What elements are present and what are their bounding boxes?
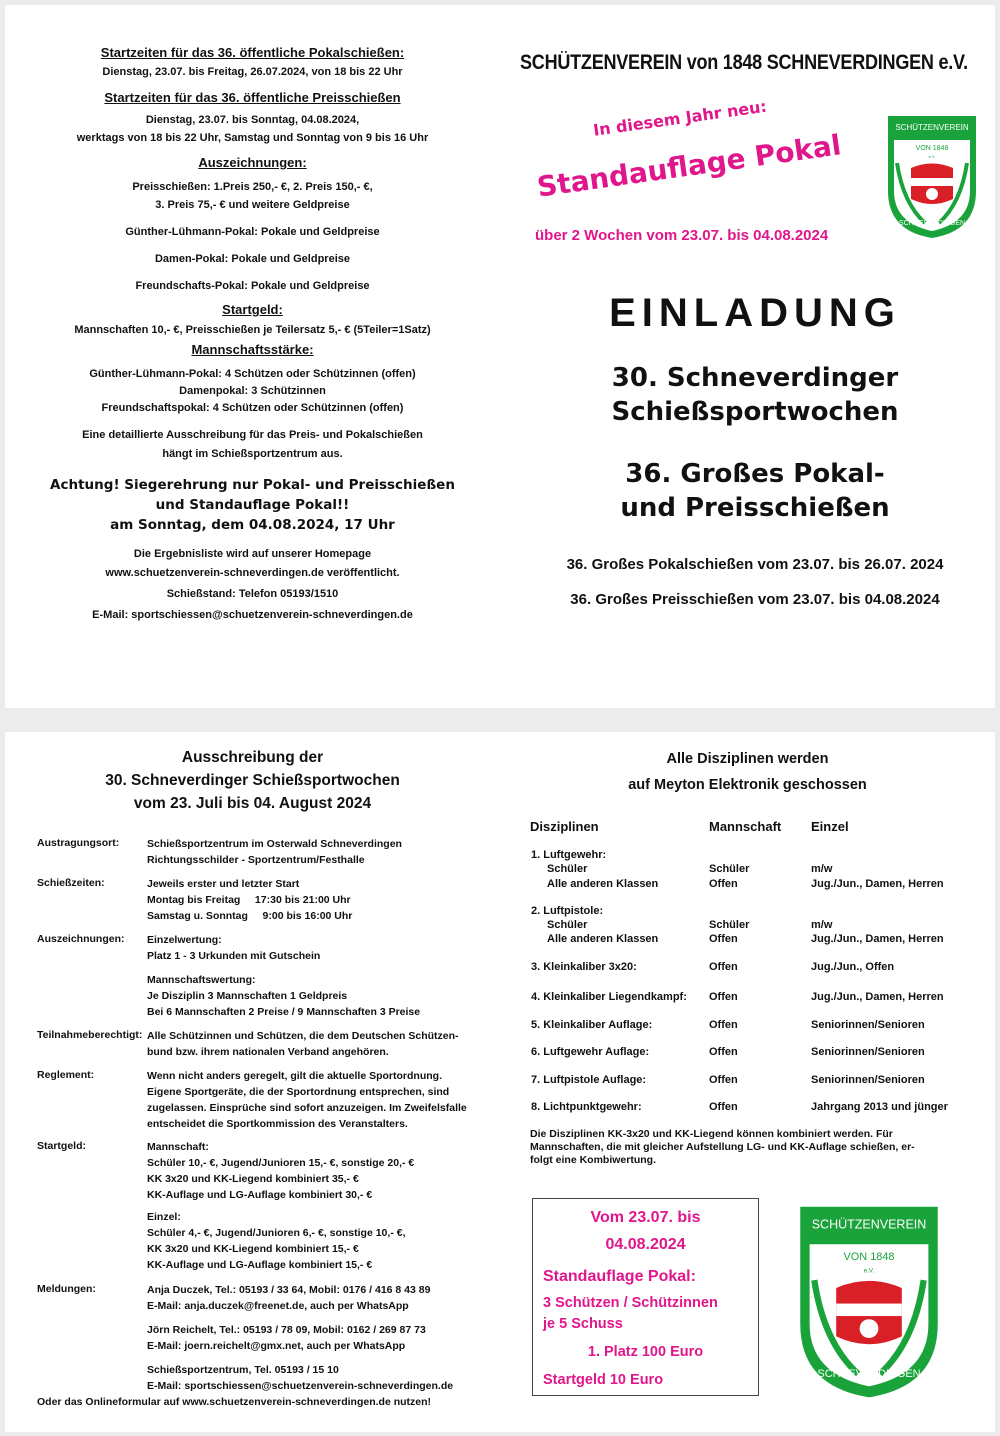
startgeld-heading: Startgeld: [222,302,283,317]
rules-line: Eigene Sportgeräte, die der Sportordnung entsprechen, sind [147,1086,450,1098]
contact-email: E-Mail: sportschiessen@schuetzenverein-schneverdingen.de [92,609,413,621]
box-line: Vom 23.07. bis [590,1209,701,1226]
info-line: Eine detaillierte Ausschreibung für das Preis- und Pokalschießen [82,429,423,441]
award-line: Freundschafts-Pokal: Pokale und Geldpreise [135,280,370,292]
discipline-team: Offen [709,878,738,890]
preis-start-line2: werktags von 18 bis 22 Uhr, Samstag und Sonntag von 9 bis 16 Uhr [76,132,429,144]
startgeld-text: Mannschaften 10,- €, Preisschießen je Teilersatz 5,- € (5Teiler=1Satz) [74,324,431,336]
eligible-line: bund bzw. ihrem nationalen Verband angehören. [147,1046,389,1058]
results-line: Die Ergebnisliste wird auf unserer Homepage [133,548,372,560]
team-size-line: Damenpokal: 3 Schützinnen [179,385,326,397]
logo-ev-text: e.V. [928,154,936,159]
box-line: Standauflage Pokal: [543,1268,696,1285]
registration-line: Jörn Reichelt, Tel.: 05193 / 78 09, Mobil: 0162 / 269 87 73 [147,1324,426,1336]
standauflage-title: Standauflage Pokal [535,128,844,204]
box-line: 04.08.2024 [605,1236,686,1253]
fees-line: Schüler 4,- €, Jugend/Junioren 6,- €, sonstige 10,- €, [147,1227,406,1239]
times-line: Montag bis Freitag 17:30 bis 21:00 Uhr [147,894,351,906]
label-registration: Meldungen: [37,1283,96,1295]
value-awards [147,932,420,1020]
note-line: Die Disziplinen KK-3x20 und KK-Liegend können kombiniert werden. Für [530,1128,893,1140]
range-phone: Schießstand: Telefon 05193/1510 [166,588,339,600]
box-line: 3 Schützen / Schützinnen [543,1295,718,1311]
left-column [5,45,500,621]
tender-title [5,749,500,813]
meyton-line2: auf Meyton Elektronik geschossen [628,777,867,793]
venue-line: Richtungsschilder - Sportzentrum/Festhalle [147,854,365,866]
standauflage-box [532,1198,759,1396]
team-size-line: Freundschaftspokal: 4 Schützen oder Schützinnen (offen) [101,402,404,414]
value-eligible [147,1028,459,1060]
award-line: Günther-Lühmann-Pokal: Pokale und Geldpreise [125,226,380,238]
registration-line: E-Mail: joern.reichelt@gmx.net, auch per WhatsApp [147,1340,406,1352]
discipline-team: Schüler [709,863,750,875]
awards-line: Mannschaftswertung: [147,974,256,986]
fees-line: KK-Auflage und LG-Auflage kombiniert 15,- € [147,1259,373,1271]
discipline-name: 4. Kleinkaliber Liegendkampf: [531,991,687,1003]
team-size-line: Günther-Lühmann-Pokal: 4 Schützen oder Schützinnen (offen) [89,368,416,380]
discipline-name: Alle anderen Klassen [547,878,659,890]
attention-line: am Sonntag, dem 04.08.2024, 17 Uhr [110,517,395,533]
label-eligible: Teilnahmeberechtigt: [37,1029,143,1041]
invitation-page-1 [5,5,995,708]
registration-line: E-Mail: anja.duczek@freenet.de, auch per WhatsApp [147,1300,409,1312]
invitation-title: EINLADUNG [609,291,901,335]
label-times: Schießzeiten: [37,877,105,889]
info-line: hängt im Schießsportzentrum aus. [162,448,343,460]
discipline-single: m/w [811,919,833,931]
discipline-name: 2. Luftpistole: [531,905,604,917]
rules-line: entscheidet die Sportkommission des Veranstalters. [147,1118,408,1130]
standauflage-dates: über 2 Wochen vom 23.07. bis 04.08.2024 [535,227,829,244]
col-team: Mannschaft [709,819,782,834]
discipline-single: Jahrgang 2013 und jünger [811,1101,948,1113]
event-title-line4: und Preisschießen [620,493,890,523]
preis-start-line1: Dienstag, 23.07. bis Sonntag, 04.08.2024, [145,114,360,126]
team-size-heading: Mannschaftsstärke: [191,342,314,357]
discipline-single: Jug./Jun., Damen, Herren [811,878,944,890]
club-logo-large [795,1202,943,1402]
fees-line: Mannschaft: [147,1141,209,1153]
discipline-single: Jug./Jun., Damen, Herren [811,933,944,945]
award-line: 3. Preis 75,- € und weitere Geldpreise [155,199,350,211]
fees-line: KK 3x20 und KK-Liegend kombiniert 15,- € [147,1243,359,1255]
times-line: Jeweils erster und letzter Start [147,878,300,890]
pokal-start-heading: Startzeiten für das 36. öffentliche Pokalschießen: [100,45,405,60]
pokal-dates: 36. Großes Pokalschießen vom 23.07. bis 26.07. 2024 [566,556,944,573]
value-fees [147,1139,414,1273]
preis-start-heading: Startzeiten für das 36. öffentliche Preisschießen [104,90,401,105]
preis-dates: 36. Großes Preisschießen vom 23.07. bis 04.08.2024 [570,591,940,608]
event-title-line1: 30. Schneverdinger [611,363,899,393]
box-line: Startgeld 10 Euro [543,1372,664,1388]
awards-line: Platz 1 - 3 Urkunden mit Gutschein [147,950,321,962]
discipline-team: Offen [709,933,738,945]
discipline-team: Offen [709,1046,738,1058]
discipline-name: 1. Luftgewehr: [531,849,607,861]
discipline-name: 5. Kleinkaliber Auflage: [531,1019,653,1031]
discipline-single: Seniorinnen/Senioren [811,1019,925,1031]
discipline-team: Offen [709,991,738,1003]
club-name: SCHÜTZENVEREIN von 1848 SCHNEVERDINGEN e.V. [520,51,968,74]
discipline-single: Jug./Jun., Damen, Herren [811,991,944,1003]
col-disciplines: Disziplinen [530,819,599,834]
logo-year-text: VON 1848 [843,1250,895,1263]
tender-title-line: Ausschreibung der [181,749,324,766]
discipline-name: Schüler [547,863,588,875]
tender-title-line: 30. Schneverdinger Schießsportwochen [105,772,400,789]
discipline-single: Jug./Jun., Offen [811,961,895,973]
fees-line: Schüler 10,- €, Jugend/Junioren 15,- €, sonstige 20,- € [147,1157,415,1169]
rules-line: zugelassen. Einsprüche sind sofort anzuzeigen. Im Zweifelsfalle [147,1102,467,1114]
fees-line: KK-Auflage und LG-Auflage kombiniert 30,- € [147,1189,373,1201]
label-rules: Reglement: [37,1069,95,1081]
awards-line: Bei 6 Mannschaften 2 Preise / 9 Mannschaften 3 Preise [147,1006,421,1018]
discipline-name: 6. Luftgewehr Auflage: [531,1046,650,1058]
note-line: Mannschaften, die mit gleicher Aufstellung LG- und KK-Auflage schießen, er- [530,1141,915,1153]
label-venue: Austragungsort: [37,837,120,849]
discipline-single: Seniorinnen/Senioren [811,1074,925,1086]
discipline-single: Seniorinnen/Senioren [811,1046,925,1058]
logo-bottom-text: SCHNEVERDINGEN [898,220,966,227]
event-title-line3: 36. Großes Pokal- [625,459,885,489]
awards-heading: Auszeichnungen: [198,155,307,170]
box-line: je 5 Schuss [543,1316,623,1332]
box-line: 1. Platz 100 Euro [587,1344,704,1360]
meyton-line1: Alle Disziplinen werden [666,751,829,767]
discipline-name: 3. Kleinkaliber 3x20: [531,961,637,973]
discipline-team: Offen [709,961,738,973]
logo-top-text: SCHÜTZENVEREIN [811,1217,927,1232]
discipline-single: m/w [811,863,833,875]
registration-line: Schießsportzentrum, Tel. 05193 / 15 10 [147,1364,339,1376]
new-this-year: In diesem Jahr neu: [592,96,768,140]
attention-line: und Standauflage Pokal!! [155,497,350,513]
registration-line: Anja Duczek, Tel.: 05193 / 33 64, Mobil: 0176 / 416 8 43 89 [147,1284,431,1296]
discipline-team: Schüler [709,919,750,931]
logo-ev-text: e.V. [863,1267,875,1275]
value-rules [147,1068,467,1132]
value-venue [147,836,402,868]
fees-line: Einzel: [147,1211,181,1223]
award-line: Preisschießen: 1.Preis 250,- €, 2. Preis 150,- €, [132,181,373,193]
discipline-team: Offen [709,1019,738,1031]
value-times [147,876,352,924]
logo-bottom-text: SCHNEVERDINGEN [817,1368,921,1380]
attention-line: Achtung! Siegerehrung nur Pokal- und Preisschießen [50,477,455,493]
discipline-team: Offen [709,1074,738,1086]
event-title-line2: Schießsportwochen [611,397,899,427]
rules-line: Wenn nicht anders geregelt, gilt die aktuelle Sportordnung. [147,1070,443,1082]
awards-line: Je Disziplin 3 Mannschaften 1 Geldpreis [147,990,348,1002]
venue-line: Schießsportzentrum im Osterwald Schneverdingen [147,838,402,850]
awards-line: Einzelwertung: [147,934,222,946]
registration-line: E-Mail: sportschiessen@schuetzenverein-schneverdingen.de [147,1380,454,1392]
logo-year-text: VON 1848 [915,145,949,152]
online-form-note: Oder das Onlineformular auf www.schuetzenverein-schneverdingen.de nutzen! [37,1396,432,1408]
club-logo [885,113,979,241]
discipline-name: 7. Luftpistole Auflage: [531,1074,647,1086]
col-single: Einzel [811,819,849,834]
note-line: folgt eine Kombiwertung. [530,1154,656,1166]
invitation-page-2 [5,732,995,1432]
discipline-team: Offen [709,1101,738,1113]
logo-top-text: SCHÜTZENVEREIN [895,123,969,132]
results-line: www.schuetzenverein-schneverdingen.de veröffentlicht. [105,567,400,579]
eligible-line: Alle Schützinnen und Schützen, die dem Deutschen Schützen- [147,1030,459,1042]
tender-title-line: vom 23. Juli bis 04. August 2024 [133,795,372,812]
value-registration [147,1282,453,1394]
times-line: Samstag u. Sonntag 9:00 bis 16:00 Uhr [147,910,353,922]
label-awards: Auszeichnungen: [37,933,125,945]
label-fees: Startgeld: [37,1140,87,1152]
discipline-name: Schüler [547,919,588,931]
pokal-start-text: Dienstag, 23.07. bis Freitag, 26.07.2024, von 18 bis 22 Uhr [102,66,403,78]
combination-note [530,1128,962,1167]
fees-line: KK 3x20 und KK-Liegend kombiniert 35,- € [147,1173,359,1185]
award-line: Damen-Pokal: Pokale und Geldpreise [154,253,350,265]
discipline-name: 8. Lichtpunktgewehr: [531,1101,642,1113]
discipline-name: Alle anderen Klassen [547,933,659,945]
